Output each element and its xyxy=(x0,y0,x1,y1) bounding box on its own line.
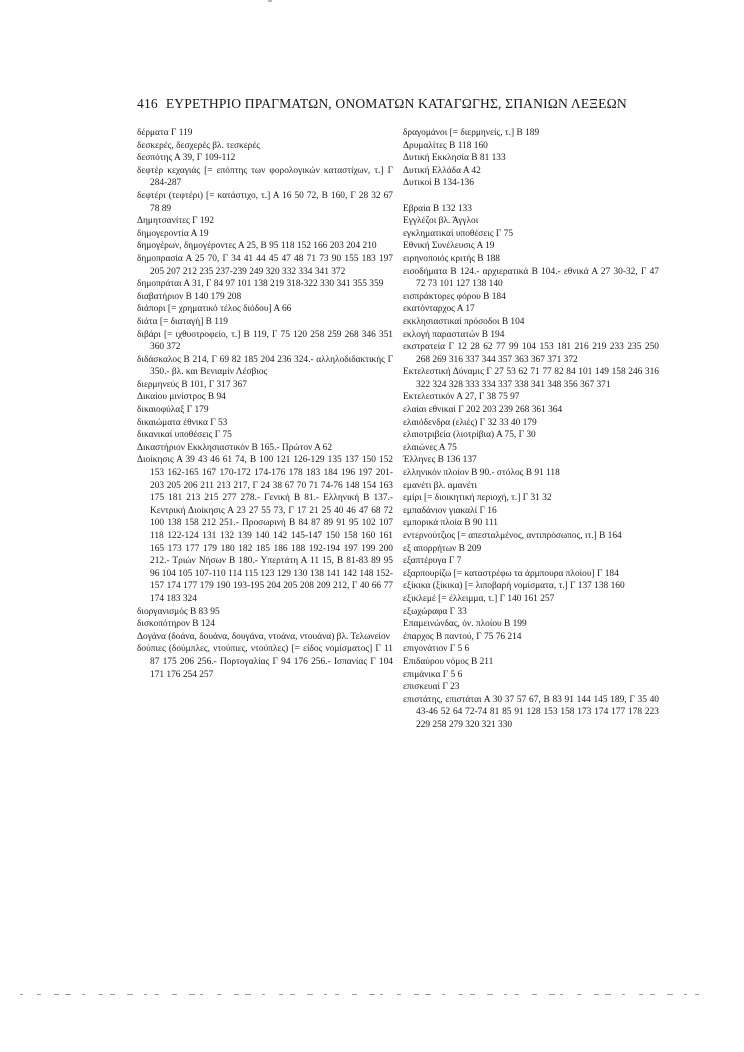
index-entry: δέρματα Γ 119 xyxy=(137,128,193,138)
index-entry: επιμάνικα Γ 5 6 xyxy=(403,669,463,680)
index-entry: Έλληνες Β 136 137 xyxy=(403,455,477,466)
scan-dot xyxy=(504,994,507,995)
index-entry: ελαιόδενδρα (ελιές) Γ 32 33 40 179 xyxy=(403,417,537,428)
index-entry: ελαιοτριβεία (λιοτρίβια) Α 75, Γ 30 xyxy=(403,430,536,441)
index-entry: εμπαδάνιον γιακαλί Γ 16 xyxy=(403,505,497,516)
scan-dot xyxy=(560,994,563,995)
scan-dot xyxy=(290,994,295,995)
scan-dot xyxy=(414,994,419,995)
index-entry: Δυτική Εκκλησία Β 81 133 xyxy=(403,153,506,164)
scan-dot xyxy=(189,994,195,995)
index-entry: Δογάνα (δοάνα, δουάνα, δουγάνα, ντοάνα, ντουάνα) βλ. Τελωνείον xyxy=(137,631,390,642)
scan-dot xyxy=(127,994,133,995)
scan-dot xyxy=(352,994,357,995)
page-number: 416 xyxy=(137,96,158,111)
index-entry: δεφτέρι (τεφτέρι) [= κατάστιχο, τ.] Α 16 50 72, Β 160, Γ 28 32 67 78 89 xyxy=(137,190,393,214)
scan-dot xyxy=(37,994,41,995)
index-entry: δικαιώματα έθνικα Γ 53 xyxy=(137,417,228,428)
index-entry: δημοπράται Α 31, Γ 84 97 101 138 219 318-322 330 341 355 359 xyxy=(137,279,384,290)
index-entry: δικαιοφύλαξ Γ 179 xyxy=(137,405,209,416)
scan-dot xyxy=(594,994,599,995)
scan-dot xyxy=(217,994,221,995)
scan-dot xyxy=(425,994,431,995)
index-entry: δισκοπότηρον Β 124 xyxy=(137,619,215,630)
scan-dot xyxy=(335,994,339,995)
index-entry: διαβατήριον Β 140 179 208 xyxy=(137,291,242,302)
section-gap xyxy=(403,190,659,203)
index-entry: δούπιες (δούμπλες, ντούπιες, ντούπλες) [= είδος νομίσματος] Γ 11 87 175 206 256.- Πορτογαλίας Γ 94 176 256.- Ισπανίας Γ 104 171 176 254 257 xyxy=(137,644,393,680)
index-entry: Εκτελεστικόν Α 27, Γ 38 75 97 xyxy=(403,392,520,403)
scan-dot xyxy=(144,994,147,995)
index-entry: δημοπρασία Α 25 70, Γ 34 41 44 45 47 48 71 73 90 155 183 197 205 207 212 235 237-239 249 320 332 334 341 372 xyxy=(137,253,393,277)
index-entry: εμίρι [= διοικητική περιοχή, τ.] Γ 31 32 xyxy=(403,493,552,504)
scan-dot xyxy=(532,994,537,995)
index-entry: δημογέρων, δημογέροντες Α 25, Β 95 118 152 166 203 204 210 xyxy=(137,241,377,252)
index-entry: εξικλεμέ [= έλλειμμα, τ.] Γ 140 161 257 xyxy=(403,593,555,604)
index-entry: διβάρι [= ιχθυοτροφείο, τ.] Β 119, Γ 75 120 258 259 268 346 351 360 372 xyxy=(137,329,393,353)
scan-mark xyxy=(268,0,272,2)
scan-dot xyxy=(262,994,265,995)
scan-dot xyxy=(82,994,85,995)
index-entry: επιγονάτιον Γ 5 6 xyxy=(403,644,470,655)
index-entry: εντερνούτζιος [= απεσταλμένος, αντιπρόσωπος, ιτ.] Β 164 xyxy=(403,531,622,541)
scan-dot xyxy=(622,994,625,995)
index-entry: εισπράκτορες φόρου Β 184 xyxy=(403,291,506,302)
scan-dot xyxy=(279,994,283,995)
scan-dot xyxy=(369,994,375,995)
index-entry: Εβραία Β 132 133 xyxy=(403,203,472,214)
scan-dot xyxy=(234,994,239,995)
index-entry: δραγομάνοι [= διερμηνείς, τ.] Β 189 xyxy=(403,128,540,138)
index-entry: Δικαστήριον Εκκλησιαστικόν Β 165.- Πρώτον Α 62 xyxy=(137,442,333,453)
index-entry: Εγγλέζοι βλ. Άγγλοι xyxy=(403,216,479,227)
scan-dot xyxy=(200,994,203,995)
index-entry: Διοίκησις Α 39 43 46 61 74, Β 100 121 126-129 135 137 150 152 153 162-165 167 170-172 174-176 178 183 184 196 197 201-203 205 206 211 213 217, Γ 24 38 67 70 71 74-76 148 154 163 175 181 213 215 277 278.- Γενική Β 81.- Ελληνική Β 137.- Κεντρική Διοίκησις Α 23 27 55 73, Γ 17 21 25 40 46 47 68 72 100 138 158 212 251.- Προσωρινή Β 84 87 89 91 95 102 107 118 122-124 131 132 139 140 142 145-147 150 158 160 161 165 173 177 179 180 182 185 186 188 192-194 197 199 200 212.- Τριών Νήσων Β 180.- Υπερτάτη Α 11 15, Β 81-83 89 95 96 104 105 107-110 114 115 123 129 130 138 141 142 148 152-157 174 177 179 190 193-195 204 205 208 209 212, Γ 40 66 77 174 183 324 xyxy=(137,455,393,604)
index-entry: Δρυμαλίτες Β 118 160 xyxy=(403,140,488,151)
index-entry: εκλογή παραστατών Β 194 xyxy=(403,329,505,340)
index-entry: εξίκικα (ξίκικα) [= λιποβαρή νομίσματα, τ.] Γ 137 138 160 xyxy=(403,581,625,592)
index-entry: Δυτικοί Β 134-136 xyxy=(403,178,474,189)
index-entry: δεσκερές, δεσχερές βλ. τεσκερές xyxy=(137,140,261,151)
index-entry: Επαμεινώνδας, όν. πλοίου Β 199 xyxy=(403,619,527,630)
index-entry: ελαιώνες Α 75 xyxy=(403,442,457,453)
index-entry: διάτα [= διαταγή] Β 119 xyxy=(137,316,228,327)
index-entry: Επιδαύρου νόμος Β 211 xyxy=(403,656,494,667)
scan-dot xyxy=(684,994,687,995)
index-entry: εγκληματικαί υποθέσεις Γ 75 xyxy=(403,228,514,239)
scan-dot xyxy=(110,994,115,995)
scan-dot xyxy=(459,994,463,995)
index-entry: Δημητσανίτες Γ 192 xyxy=(137,216,214,227)
index-entry: εξαπτέρυγα Γ 7 xyxy=(403,556,462,567)
index-entry: διδάσκαλος Β 214, Γ 69 82 185 204 236 324.- αλληλοδιδακτικής Γ 350.- βλ. και Βενιαμίν Λέσβιος xyxy=(137,354,393,378)
index-entry: εμανέτι βλ. αμανέτι xyxy=(403,480,478,491)
scan-dot xyxy=(155,994,159,995)
index-entry: ειρηνοποιός κριτής Β 188 xyxy=(403,253,500,264)
index-entry: δεφτέρ κεχαγιάς [= επόπτης των φορολογικών καταστίχων, τ.] Γ 284-287 xyxy=(137,165,393,189)
scan-dot xyxy=(515,994,519,995)
scan-dot xyxy=(245,994,251,995)
scan-artifact-dots xyxy=(20,994,724,998)
page-title: ΕΥΡΕΤΗΡΙΟ ΠΡΑΓΜΑΤΩΝ, ΟΝΟΜΑΤΩΝ ΚΑΤΑΓΩΓΗΣ, ΣΠΑΝΙΩΝ ΛΕΞΕΩΝ xyxy=(165,96,627,111)
scan-dot xyxy=(577,994,581,995)
scan-dot xyxy=(20,994,23,995)
scan-dot xyxy=(397,994,401,995)
scan-dot xyxy=(99,994,103,995)
index-entry: εισοδήματα Β 124.- αρχιερατικά Β 104.- εθνικά Α 27 30-32, Γ 47 72 73 101 127 138 140 xyxy=(403,266,659,290)
scan-dot xyxy=(172,994,177,995)
index-entry: ελαίαι εθνικαί Γ 202 203 239 268 361 364 xyxy=(403,405,563,416)
index-entry: επιστάτης, επιστάται Α 30 37 57 67, Β 83 91 144 145 189, Γ 35 40 43-46 52 64 72-74 81 85 91 128 153 158 173 174 177 178 223 229 258 279 320 321 330 xyxy=(403,694,659,730)
index-entry: δεσπότης Α 39, Γ 109-112 xyxy=(137,153,236,164)
scan-dot xyxy=(65,994,71,995)
scan-dot xyxy=(605,994,611,995)
index-entry: επισκευαί Γ 23 xyxy=(403,682,460,693)
index-entry: δημογεροντία Α 19 xyxy=(137,228,209,239)
index-entry: έπαρχος Β παντού, Γ 75 76 214 xyxy=(403,631,522,642)
index-column-right xyxy=(403,127,659,732)
scan-dot xyxy=(667,994,673,995)
index-entry: εκστρατεία Γ 12 28 62 77 99 104 153 181 216 219 233 235 250 268 269 316 337 344 357 363 367 371 372 xyxy=(403,342,659,365)
index-entry: εξωχώραφα Γ 33 xyxy=(403,606,467,617)
index-entry: Δικαίου μινίστρος Β 94 xyxy=(137,392,226,403)
scan-dot xyxy=(470,994,475,995)
index-entry: εξ απορρήτων Β 209 xyxy=(403,543,482,554)
index-entry: διάπορι [= χρηματικό τέλος διόδου] Α 66 xyxy=(137,304,292,315)
scan-dot xyxy=(442,994,445,995)
index-entry: Δυτική Ελλάδα Α 42 xyxy=(403,165,481,176)
scan-dot xyxy=(324,994,327,995)
scan-dot xyxy=(54,994,59,995)
scan-dot xyxy=(307,994,313,995)
index-entry: δικανικαί υποθέσεις Γ 75 xyxy=(137,430,232,441)
scan-dot xyxy=(650,994,655,995)
index-entry: εμπορικά πλοία Β 90 111 xyxy=(403,518,498,529)
index-entry: διοργανισμός Β 83 95 xyxy=(137,606,220,617)
scan-dot xyxy=(639,994,643,995)
index-entry: εκατόνταρχος Α 17 xyxy=(403,304,475,315)
scan-dot xyxy=(695,994,699,995)
index-entry: Εθνική Συνέλευσις Α 19 xyxy=(403,241,495,252)
page-header xyxy=(137,96,657,116)
index-entry: διερμηνεύς Β 101, Γ 317 367 xyxy=(137,379,247,390)
index-entry: ελληνικόν πλοίον Β 90.- στόλος Β 91 118 xyxy=(403,468,560,479)
index-entry: εκκλησιαστικαί πρόσοδοι Β 104 xyxy=(403,316,525,327)
index-entry: Εκτελεστική Δύναμις Γ 27 53 62 71 77 82 84 101 149 158 246 316 322 324 328 333 334 337 338 341 348 356 367 371 xyxy=(403,367,659,390)
index-entry: εξαρπουρίζω [= καταστρέφω τα άρμπουρα πλοίου] Γ 184 xyxy=(403,568,619,579)
index-column-left xyxy=(137,127,393,681)
scan-dot xyxy=(487,994,493,995)
scan-dot xyxy=(380,994,383,995)
scan-dot xyxy=(549,994,555,995)
